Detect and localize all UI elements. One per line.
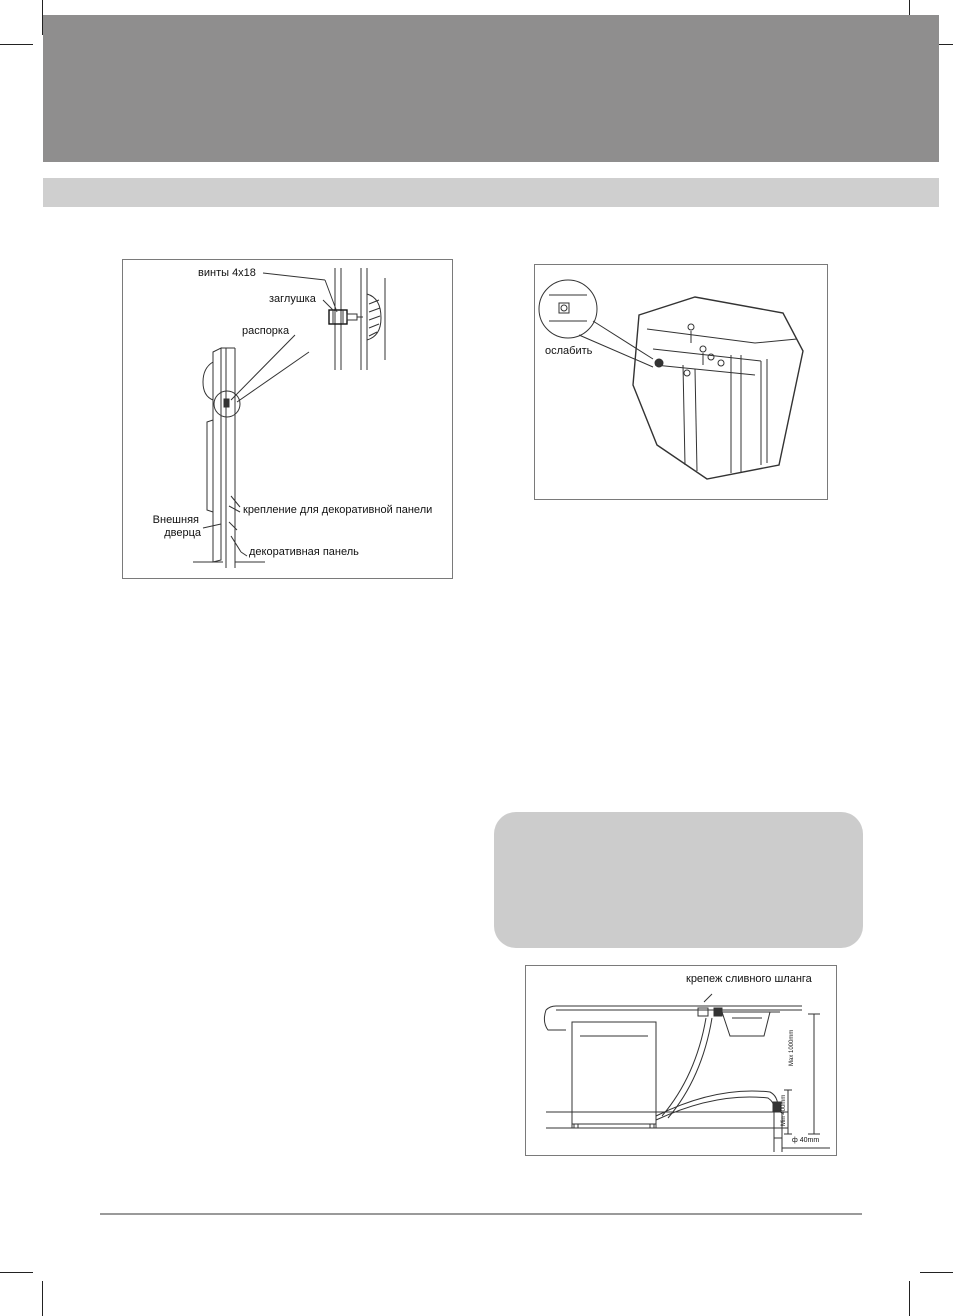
crop-mark-top-left-h <box>0 44 33 45</box>
label-bracket: крепление для декоративной панели <box>243 504 433 516</box>
label-loosen: ослабить <box>545 345 593 357</box>
label-clamp: крепеж сливного шланга <box>686 973 812 985</box>
footer-rule <box>100 1213 862 1215</box>
crop-mark-bottom-left-v <box>42 1281 43 1316</box>
label-screws: винты 4x18 <box>198 267 256 279</box>
label-outer-door-line1: Внешняя <box>152 514 199 526</box>
header-band <box>43 15 939 162</box>
label-min: Min 400mm <box>781 1094 787 1126</box>
label-plug: заглушка <box>269 293 316 305</box>
note-box <box>494 812 863 948</box>
label-panel: декоративная панель <box>249 546 359 558</box>
figure-drain-hose <box>525 965 837 1156</box>
label-outer-door-line2: дверца <box>164 527 201 539</box>
section-band <box>43 178 939 207</box>
label-spacer: распорка <box>242 325 290 337</box>
crop-mark-bottom-right-h <box>920 1272 953 1273</box>
label-diameter: ф 40mm <box>792 1137 820 1144</box>
loosen-drawing <box>535 265 827 499</box>
label-max: Max 1000mm <box>789 1029 795 1066</box>
figure-loosen <box>534 264 828 500</box>
crop-mark-bottom-right-v <box>909 1281 910 1316</box>
crop-mark-bottom-left-h <box>0 1272 33 1273</box>
figure-door-panel <box>122 259 453 579</box>
